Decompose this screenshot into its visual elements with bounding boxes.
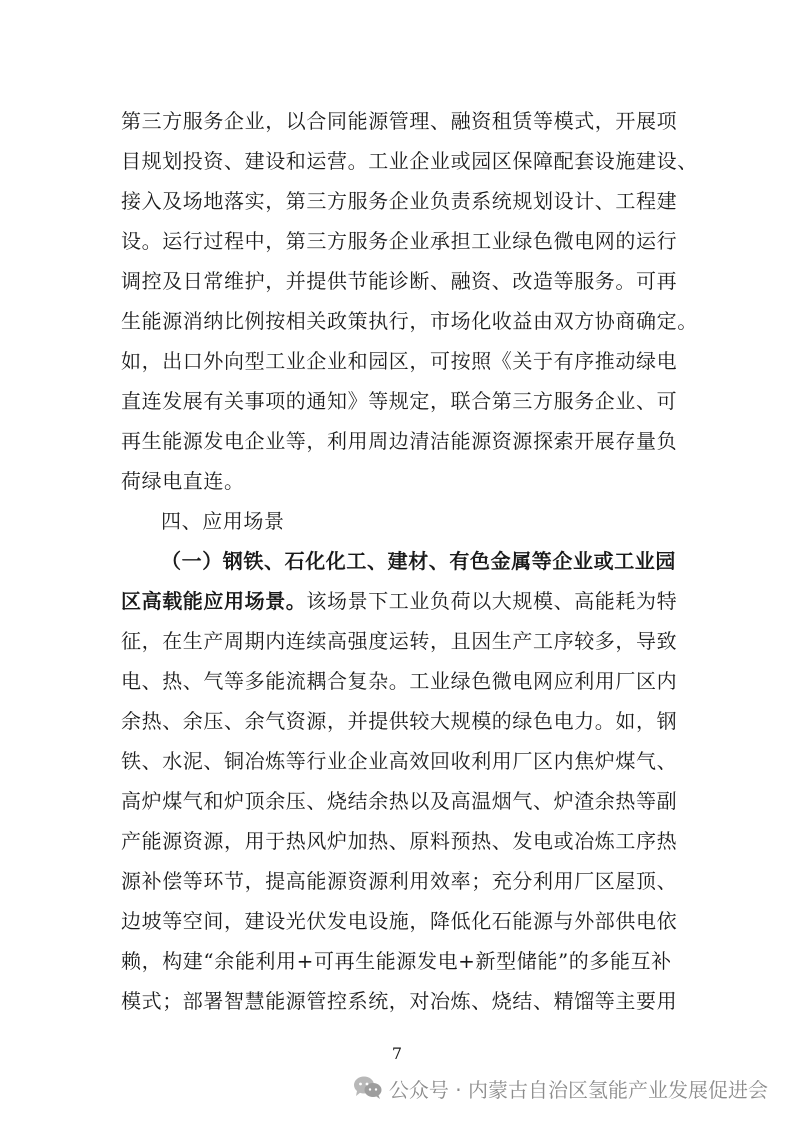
page-number: 7 (391, 1044, 403, 1063)
paragraph-line: 接入及场地落实，第三方服务企业负责系统规划设计、工程建 (121, 189, 678, 213)
paragraph-line: 赖，构建“余能利用+可再生能源发电+新型储能”的多能互补 (121, 949, 672, 973)
subsection-heading-end: 区高载能应用场景。 (121, 589, 307, 613)
subsection-mixed-line (121, 587, 681, 627)
paragraph-line: 调控及日常维护，并提供节能诊断、融资、改造等服务。可再 (121, 269, 678, 293)
paragraph-line: 再生能源发电企业等，利用周边清洁能源资源探索开展存量负 (121, 429, 678, 453)
watermark (353, 1072, 768, 1104)
paragraph-line: 边坡等空间，建设光伏发电设施，降低化石能源与外部供电依 (121, 909, 678, 933)
paragraph-line: 直连发展有关事项的通知》等规定，联合第三方服务企业、可 (121, 389, 678, 413)
paragraph-line: 产能源资源，用于热风炉加热、原料预热、发电或冶炼工序热 (121, 829, 678, 853)
paragraph-line: 生能源消纳比例按相关政策执行，市场化收益由双方协商确定。 (121, 309, 698, 333)
subsection-text: 该场景下工业负荷以大规模、高能耗为特 (306, 589, 678, 613)
watermark-text: 公众号 · 内蒙古自治区氢能产业发展促进会 (388, 1077, 768, 1102)
section-heading: 四、应用场景 (161, 509, 285, 533)
paragraph-line: 荷绿电直连。 (121, 469, 245, 493)
paragraph-line: 电、热、气等多能流耦合复杂。工业绿色微电网应利用厂区内 (121, 669, 678, 693)
wechat-icon (353, 1075, 383, 1101)
paragraph-line: 高炉煤气和炉顶余压、烧结余热以及高温烟气、炉渣余热等副 (121, 789, 678, 813)
paragraph-line: 征，在生产周期内连续高强度运转，且因生产工序较多，导致 (121, 629, 678, 653)
paragraph-line: 模式；部署智慧能源管控系统，对冶炼、烧结、精馏等主要用 (121, 989, 678, 1013)
paragraph-line: 目规划投资、建设和运营。工业企业或园区保障配套设施建设、 (121, 149, 698, 173)
paragraph-line: 铁、水泥、铜冶炼等行业企业高效回收利用厂区内焦炉煤气、 (121, 749, 678, 773)
paragraph-line: 设。运行过程中，第三方服务企业承担工业绿色微电网的运行 (121, 229, 678, 253)
paragraph-line: 第三方服务企业，以合同能源管理、融资租赁等模式，开展项 (121, 109, 678, 133)
paragraph-line: 如，出口外向型工业企业和园区，可按照《关于有序推动绿电 (121, 349, 678, 373)
paragraph-line: 余热、余压、余气资源，并提供较大规模的绿色电力。如，钢 (121, 709, 678, 733)
subsection-heading-line: （一）钢铁、石化化工、建材、有色金属等企业或工业园 (161, 549, 676, 573)
paragraph-line: 源补偿等环节，提高能源资源利用效率；充分利用厂区屋顶、 (121, 869, 678, 893)
